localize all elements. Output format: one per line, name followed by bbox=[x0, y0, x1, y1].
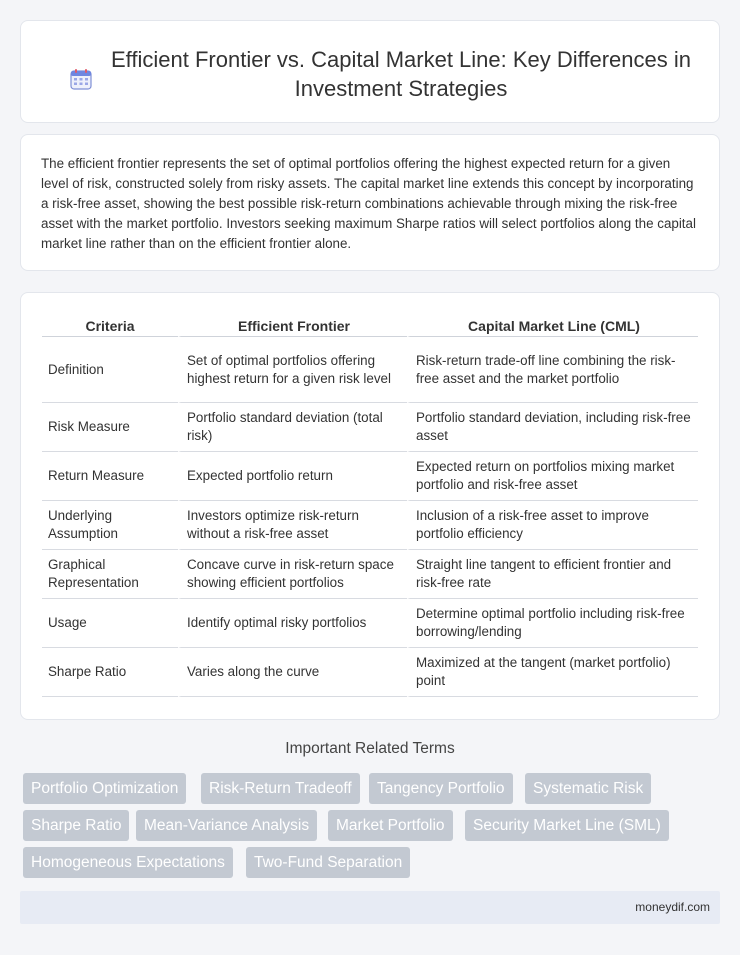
header-capital-market-line: Capital Market Line (CML) bbox=[407, 311, 698, 337]
intro-card bbox=[20, 134, 720, 271]
tag-mean-variance-analysis[interactable]: Mean-Variance Analysis bbox=[136, 810, 317, 841]
row-capital-market-line: Risk-return trade-off line combining the risk-free asset and the market portfolio bbox=[407, 337, 698, 403]
tag-tangency-portfolio[interactable]: Tangency Portfolio bbox=[369, 773, 513, 804]
table-row bbox=[42, 403, 698, 452]
related-terms-title: Important Related Terms bbox=[285, 740, 455, 757]
table-row bbox=[42, 550, 698, 599]
tag-homogeneous-expectations[interactable]: Homogeneous Expectations bbox=[23, 847, 233, 878]
row-criteria: Usage bbox=[42, 599, 178, 648]
table-row bbox=[42, 337, 698, 403]
tag-risk-return-tradeoff[interactable]: Risk-Return Tradeoff bbox=[201, 773, 360, 804]
header-criteria: Criteria bbox=[42, 311, 178, 337]
row-criteria: Risk Measure bbox=[42, 403, 178, 452]
tag-portfolio-optimization[interactable]: Portfolio Optimization bbox=[23, 773, 186, 804]
footer-site[interactable]: moneydif.com bbox=[635, 900, 710, 914]
row-capital-market-line: Maximized at the tangent (market portfolio) point bbox=[407, 648, 698, 697]
row-criteria: Graphical Representation bbox=[42, 550, 178, 599]
tag-sharpe-ratio[interactable]: Sharpe Ratio bbox=[23, 810, 129, 841]
row-efficient-frontier: Identify optimal risky portfolios bbox=[178, 599, 407, 648]
row-efficient-frontier: Investors optimize risk-return without a risk-free asset bbox=[178, 501, 407, 550]
row-criteria: Definition bbox=[42, 337, 178, 403]
tag-systematic-risk[interactable]: Systematic Risk bbox=[525, 773, 651, 804]
row-capital-market-line: Determine optimal portfolio including risk-free borrowing/lending bbox=[407, 599, 698, 648]
page-title: Efficient Frontier vs. Capital Market Line: Key Differences in Investment Strategies bbox=[111, 47, 691, 101]
row-efficient-frontier: Set of optimal portfolios offering highest return for a given risk level bbox=[178, 337, 407, 403]
row-efficient-frontier: Expected portfolio return bbox=[178, 452, 407, 501]
row-capital-market-line: Expected return on portfolios mixing market portfolio and risk-free asset bbox=[407, 452, 698, 501]
calendar-icon bbox=[70, 68, 92, 90]
table-row bbox=[42, 599, 698, 648]
row-capital-market-line: Portfolio standard deviation, including risk-free asset bbox=[407, 403, 698, 452]
comparison-card bbox=[20, 292, 720, 720]
table-row bbox=[42, 648, 698, 697]
row-capital-market-line: Inclusion of a risk-free asset to improve portfolio efficiency bbox=[407, 501, 698, 550]
row-efficient-frontier: Varies along the curve bbox=[178, 648, 407, 697]
row-criteria: Underlying Assumption bbox=[42, 501, 178, 550]
row-capital-market-line: Straight line tangent to efficient frontier and risk-free rate bbox=[407, 550, 698, 599]
tag-security-market-line[interactable]: Security Market Line (SML) bbox=[465, 810, 669, 841]
row-criteria: Sharpe Ratio bbox=[42, 648, 178, 697]
title-card bbox=[20, 20, 720, 123]
comparison-table bbox=[42, 311, 698, 697]
header-efficient-frontier: Efficient Frontier bbox=[178, 311, 407, 337]
row-efficient-frontier: Portfolio standard deviation (total risk) bbox=[178, 403, 407, 452]
row-criteria: Return Measure bbox=[42, 452, 178, 501]
table-header-row bbox=[42, 311, 698, 337]
footer bbox=[20, 891, 720, 924]
tag-market-portfolio[interactable]: Market Portfolio bbox=[328, 810, 453, 841]
tag-two-fund-separation[interactable]: Two-Fund Separation bbox=[246, 847, 410, 878]
row-efficient-frontier: Concave curve in risk-return space showing efficient portfolios bbox=[178, 550, 407, 599]
table-row bbox=[42, 452, 698, 501]
intro-paragraph: The efficient frontier represents the set of optimal portfolios offering the highest expected return for a given level of risk, constructed solely from risky assets. The capital market line extends this concept by incorporating a risk-free asset, showing the best possible risk-return combinations achievable through mixing the risk-free asset with the market portfolio. Investors seeking maximum Sharpe ratios will select portfolios along the capital market line rather than on the efficient frontier alone. bbox=[41, 156, 696, 251]
table-row bbox=[42, 501, 698, 550]
